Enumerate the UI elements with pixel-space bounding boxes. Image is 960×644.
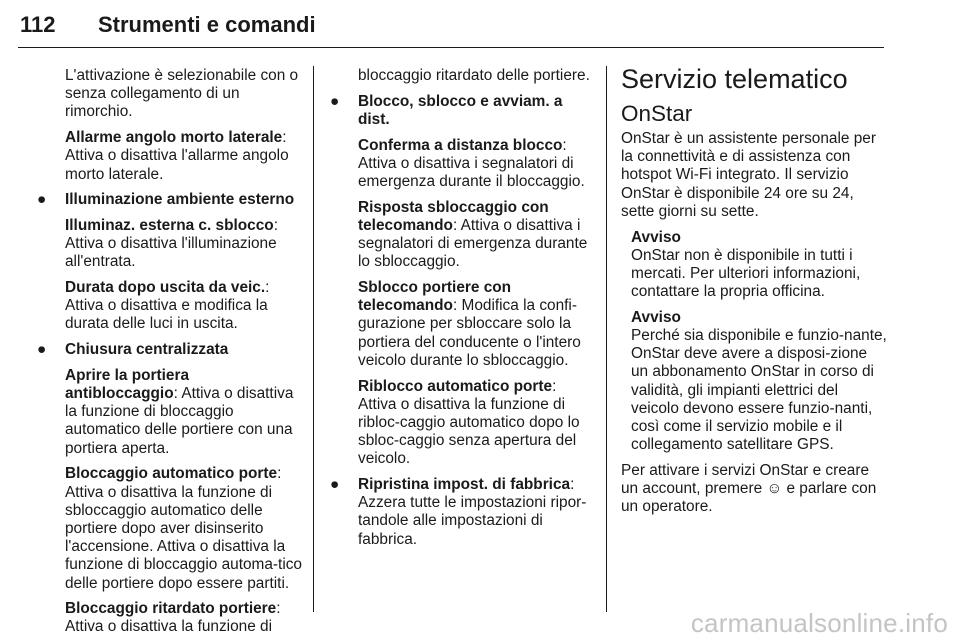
bullet-exterior-lighting	[37, 191, 305, 209]
watermark: carmanualsonline.info	[690, 608, 948, 638]
bullet-exterior-label: Illuminazione ambiente esterno	[65, 191, 295, 209]
bullet-remote-label: Blocco, sblocco e avviam. a dist.	[358, 92, 563, 128]
continuation-paragraph: bloccaggio ritardato delle portiere.	[358, 67, 590, 84]
blind-spot-text: Attiva o disattiva l'allarme angolo morto laterale.	[65, 147, 289, 183]
remote-unlock-response-item: Risposta sbloccaggio con telecomando: Attiva o disattiva i segnalatori di emergenza durante lo sbloccaggio.	[358, 198, 588, 271]
open-door-item: Aprire la portiera antibloccaggio: Attiva o disattiva la funzione di bloccaggio automatico delle portiere con una portiera aperta.	[65, 366, 294, 457]
exit-duration-label: Durata dopo uscita da veic.	[65, 279, 266, 297]
auto-lock-item: Bloccaggio automatico porte: Attiva o disattiva la funzione di sbloccaggio automatico delle portiere dopo aver disinserito l'accensione. Attiva o disattiva la funzione di bloccaggio automa-tico delle portiere dopo essere partiti.	[65, 465, 302, 592]
unlock-light-text: Attiva o disattiva l'illuminazione all'entrata.	[65, 235, 277, 271]
bullet-reset: ● Ripristina impost. di fabbrica: Azzera tutte le impostazioni ripor-tandole alle impostazioni di fabbrica.	[330, 476, 587, 548]
note-1-title: Avviso	[631, 228, 681, 246]
unlock-light-item: Illuminaz. esterna c. sblocco: Attiva o disattiva l'illuminazione all'entrata.	[65, 216, 278, 271]
auto-lock-text: Attiva o disattiva la funzione di sbloccaggio automatico delle portiere dopo aver disinserito l'accensione. Attiva o disattiva la funzione di bloccaggio automa-tico delle portiere dopo essere partiti.	[65, 483, 302, 592]
activate-text-a: Per attivare i servizi OnStar e creare un account, premere	[621, 461, 870, 498]
bullet-dot: ●	[37, 341, 47, 359]
note-2-text: Perché sia disponibile e funzio-nante, OnStar deve avere a disposi-zione un abbonamento OnStar in corso di validità, gli impianti elettrici del veicolo devono essere funzio-nanti, così come il servizio mobile e il collegamento satellitare GPS.	[631, 327, 887, 454]
bullet-dot: ●	[330, 476, 340, 494]
activate-text-b: e parlare con un operatore.	[621, 480, 877, 516]
remote-unlock-response-label: Risposta sbloccaggio con telecomando	[358, 198, 549, 234]
column-3	[621, 64, 887, 524]
note-1-text: OnStar non è disponibile in tutti i mercati. Per ulteriori informazioni, contattare la propria officina.	[631, 246, 861, 301]
open-door-text: Attiva o disattiva la funzione di bloccaggio automatico delle portiere con una portiera aperta.	[65, 385, 294, 457]
header-rule	[18, 47, 884, 48]
column-divider-1	[313, 66, 314, 612]
column-divider-2	[606, 66, 607, 612]
bullet-dot: ●	[37, 191, 47, 209]
remote-confirm-label: Conferma a distanza blocco	[358, 136, 563, 154]
page-header-title: Strumenti e comandi	[98, 12, 316, 37]
auto-lock-label: Bloccaggio automatico porte	[65, 465, 278, 483]
remote-confirm-text: Attiva o disattiva i segnalatori di emergenza durante il bloccaggio.	[358, 154, 585, 191]
subsection-title: OnStar	[621, 101, 693, 126]
remote-confirm-item: Conferma a distanza blocco: Attiva o disattiva i segnalatori di emergenza durante il bloccaggio.	[358, 136, 585, 191]
bullet-lock-label: Chiusura centralizzata	[65, 341, 229, 359]
delayed-lock-text: Attiva o disattiva la funzione di	[65, 618, 273, 636]
column-1	[37, 67, 305, 644]
note-2-title: Avviso	[631, 308, 681, 326]
page-number: 112	[20, 12, 56, 37]
open-door-label: Aprire la portiera antibloccaggio	[65, 366, 190, 403]
section-title: Servizio telematico	[621, 64, 848, 94]
bullet-remote	[330, 92, 598, 129]
reset-text: Azzera tutte le impostazioni ripor-tandole alle impostazioni di fabbrica.	[358, 494, 587, 548]
blind-spot-label: Allarme angolo morto laterale	[65, 129, 283, 147]
relock-label: Riblocco automatico porte	[358, 377, 553, 395]
bullet-reset-label: Ripristina impost. di fabbrica	[358, 476, 571, 494]
bullet-central-lock	[37, 341, 305, 359]
remote-unlock-response-text: Attiva o disattiva i segnalatori di emergenza durante lo sbloccaggio.	[358, 216, 588, 271]
onstar-intro: OnStar è un assistente personale per la connettività e di assistenza con hotspot Wi-Fi integrato. Il servizio OnStar è disponibile 24 ore su 24, sette giorni su sette.	[621, 130, 876, 220]
exit-duration-text: Attiva o disattiva e modifica la durata delle luci in uscita.	[65, 297, 268, 333]
delayed-lock-item: Bloccaggio ritardato portiere: Attiva o disattiva la funzione di	[65, 600, 281, 636]
delayed-lock-label: Bloccaggio ritardato portiere	[65, 600, 277, 618]
remote-door-unlock-text: Modifica la confi-gurazione per sbloccare solo la portiera del conducente o l'intero veicolo durante lo sbloccaggio.	[358, 297, 581, 369]
note-box-1	[621, 229, 887, 302]
column-2	[330, 67, 598, 556]
note-box-2	[621, 309, 887, 455]
blind-spot-item: Allarme angolo morto laterale: Attiva o disattiva l'allarme angolo morto laterale.	[65, 129, 289, 183]
intro-paragraph: L'attivazione è selezionabile con o senza collegamento di un rimorchio.	[65, 67, 299, 121]
unlock-light-label: Illuminaz. esterna c. sblocco	[65, 216, 274, 234]
relock-item: Riblocco automatico porte: Attiva o disattiva la funzione di ribloc-caggio automatico dopo lo sbloc-caggio senza apertura del veicolo.	[358, 377, 580, 468]
exit-duration-item: Durata dopo uscita da veic.: Attiva o disattiva e modifica la durata delle luci in uscita.	[65, 279, 270, 333]
bullet-dot: ●	[330, 92, 340, 110]
voice-button-icon: ☺	[766, 480, 783, 498]
relock-text: Attiva o disattiva la funzione di ribloc-caggio automatico dopo lo sbloc-caggio senza apertura del veicolo.	[358, 395, 580, 468]
activate-paragraph	[621, 462, 887, 517]
remote-door-unlock-item: Sblocco portiere con telecomando: Modifica la confi-gurazione per sbloccare solo la portiera del conducente o l'intero veicolo durante lo sbloccaggio.	[358, 279, 581, 369]
remote-door-unlock-label: Sblocco portiere con telecomando	[358, 279, 512, 315]
